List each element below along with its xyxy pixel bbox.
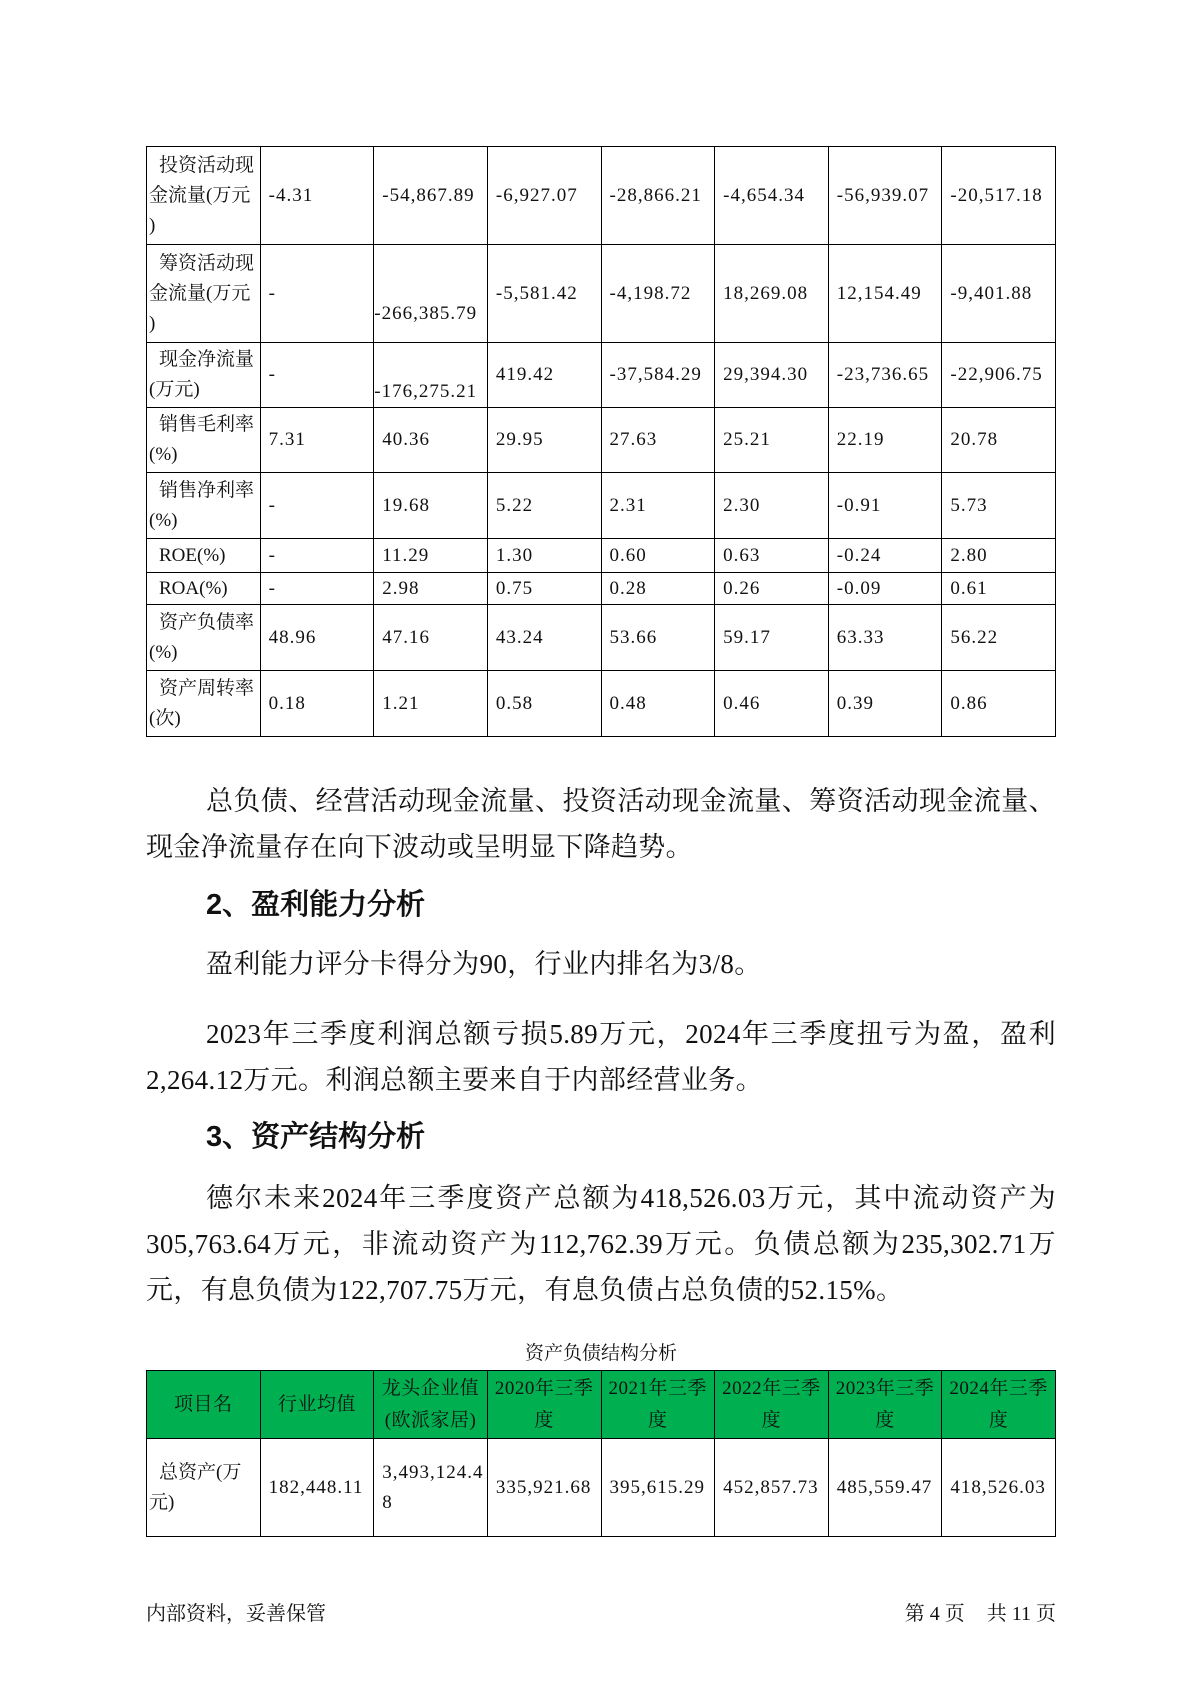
net-margin-row (147, 473, 1056, 539)
value-cell: 3,493,124.48 (374, 1439, 488, 1537)
value-cell: -28,866.21 (601, 147, 715, 245)
value-cell: 419.42 (487, 343, 601, 408)
column-header: 2023年三季度 (828, 1371, 942, 1439)
row-label: 资产负债率(%) (147, 605, 261, 671)
value-cell: 0.26 (715, 573, 829, 605)
value-cell: -37,584.29 (601, 343, 715, 408)
value-cell: 29,394.30 (715, 343, 829, 408)
gross-margin-row (147, 408, 1056, 473)
value-cell: 182,448.11 (260, 1439, 374, 1537)
value-cell: - (260, 573, 374, 605)
value-cell: 0.61 (942, 573, 1056, 605)
total-pages-label: 共 11 页 (986, 1603, 1056, 1625)
value-cell: 0.58 (487, 671, 601, 737)
value-cell: 20.78 (942, 408, 1056, 473)
page-number (905, 1602, 1056, 1626)
value-cell: 12,154.49 (828, 245, 942, 343)
value-cell: 395,615.29 (601, 1439, 715, 1537)
column-header: 行业均值 (260, 1371, 374, 1439)
roe-row (147, 539, 1056, 573)
section-heading-asset-structure: 3、资产结构分析 (206, 1121, 426, 1153)
value-cell: -54,867.89 (374, 147, 488, 245)
value-cell: -20,517.18 (942, 147, 1056, 245)
value-cell: 0.18 (260, 671, 374, 737)
value-cell: 2.80 (942, 539, 1056, 573)
column-header: 2021年三季度 (601, 1371, 715, 1439)
value-cell: 47.16 (374, 605, 488, 671)
summary-paragraph: 总负债、经营活动现金流量、投资活动现金流量、筹资活动现金流量、现金净流量存在向下波动或呈明显下降趋势。 (146, 786, 1056, 862)
value-cell: 485,559.47 (828, 1439, 942, 1537)
value-cell: - (260, 343, 374, 408)
confidential-notice: 内部资料，妥善保管 (146, 1603, 326, 1625)
value-cell: 19.68 (374, 473, 488, 539)
value-cell: 0.46 (715, 671, 829, 737)
value-cell: -9,401.88 (942, 245, 1056, 343)
value-cell: 27.63 (601, 408, 715, 473)
value-cell: 56.22 (942, 605, 1056, 671)
row-label: ROE(%) (147, 539, 261, 573)
asset-table-header-row (147, 1371, 1056, 1439)
value-cell: 335,921.68 (487, 1439, 601, 1537)
value-cell: 0.28 (601, 573, 715, 605)
value-cell: -6,927.07 (487, 147, 601, 245)
value-cell: 59.17 (715, 605, 829, 671)
value-cell: 25.21 (715, 408, 829, 473)
value-cell: -0.24 (828, 539, 942, 573)
column-header: 龙头企业值(欧派家居) (374, 1371, 488, 1439)
current-page-label: 第 4 页 (904, 1603, 965, 1625)
profit-total-paragraph: 2023年三季度利润总额亏损5.89万元，2024年三季度扭亏为盈，盈利2,264.12万元。利润总额主要来自于内部经营业务。 (146, 1019, 1056, 1095)
value-cell: 1.30 (487, 539, 601, 573)
row-label: 现金净流量(万元) (147, 343, 261, 408)
value-cell: 0.60 (601, 539, 715, 573)
section-heading-profitability: 2、盈利能力分析 (206, 889, 426, 921)
row-label: 筹资活动现金流量(万元) (147, 245, 261, 343)
value-cell: 7.31 (260, 408, 374, 473)
asset-turnover-row (147, 671, 1056, 737)
value-cell: - (260, 473, 374, 539)
value-cell: -4,198.72 (601, 245, 715, 343)
column-header: 项目名 (147, 1371, 261, 1439)
value-cell: -176,275.21 (374, 343, 488, 408)
value-cell: -56,939.07 (828, 147, 942, 245)
value-cell: 2.30 (715, 473, 829, 539)
column-header: 2024年三季度 (942, 1371, 1056, 1439)
row-label: 总资产(万元) (147, 1439, 261, 1537)
value-cell: -4.31 (260, 147, 374, 245)
table-caption: 资产负债结构分析 (524, 1343, 677, 1364)
row-label: ROA(%) (147, 573, 261, 605)
value-cell: - (260, 539, 374, 573)
value-cell: 40.36 (374, 408, 488, 473)
investing-cash-flow-row (147, 147, 1056, 245)
financing-cash-flow-row (147, 245, 1056, 343)
value-cell: 11.29 (374, 539, 488, 573)
value-cell: 418,526.03 (942, 1439, 1056, 1537)
value-cell: -23,736.65 (828, 343, 942, 408)
roa-row (147, 573, 1056, 605)
total-assets-row (147, 1439, 1056, 1537)
value-cell: 22.19 (828, 408, 942, 473)
page-footer (146, 1602, 1056, 1626)
value-cell: -0.91 (828, 473, 942, 539)
value-cell: 53.66 (601, 605, 715, 671)
value-cell: 18,269.08 (715, 245, 829, 343)
value-cell: 48.96 (260, 605, 374, 671)
value-cell: 2.98 (374, 573, 488, 605)
value-cell: 452,857.73 (715, 1439, 829, 1537)
column-header: 2020年三季度 (487, 1371, 601, 1439)
row-label: 销售净利率(%) (147, 473, 261, 539)
column-header: 2022年三季度 (715, 1371, 829, 1439)
row-label: 资产周转率(次) (147, 671, 261, 737)
debt-ratio-row (147, 605, 1056, 671)
value-cell: 1.21 (374, 671, 488, 737)
value-cell: 0.86 (942, 671, 1056, 737)
profitability-score-paragraph: 盈利能力评分卡得分为90，行业内排名为3/8。 (206, 949, 762, 979)
value-cell: -266,385.79 (374, 245, 488, 343)
net-cash-flow-row (147, 343, 1056, 408)
value-cell: -0.09 (828, 573, 942, 605)
value-cell: 63.33 (828, 605, 942, 671)
value-cell: -4,654.34 (715, 147, 829, 245)
value-cell: 0.63 (715, 539, 829, 573)
value-cell: -5,581.42 (487, 245, 601, 343)
value-cell: 2.31 (601, 473, 715, 539)
value-cell: 43.24 (487, 605, 601, 671)
row-label: 销售毛利率(%) (147, 408, 261, 473)
value-cell: 0.48 (601, 671, 715, 737)
financial-ratio-table (146, 146, 1056, 737)
value-cell: 5.22 (487, 473, 601, 539)
value-cell: -22,906.75 (942, 343, 1056, 408)
value-cell: 0.39 (828, 671, 942, 737)
asset-liability-structure-table (146, 1370, 1056, 1537)
asset-structure-paragraph: 德尔未来2024年三季度资产总额为418,526.03万元，其中流动资产为305,763.64万元，非流动资产为112,762.39万元。负债总额为235,302.71万元，有息负债为122,707.75万元，有息负债占总负债的52.15%。 (146, 1183, 1056, 1305)
value-cell: 29.95 (487, 408, 601, 473)
row-label: 投资活动现金流量(万元) (147, 147, 261, 245)
value-cell: - (260, 245, 374, 343)
value-cell: 0.75 (487, 573, 601, 605)
value-cell: 5.73 (942, 473, 1056, 539)
